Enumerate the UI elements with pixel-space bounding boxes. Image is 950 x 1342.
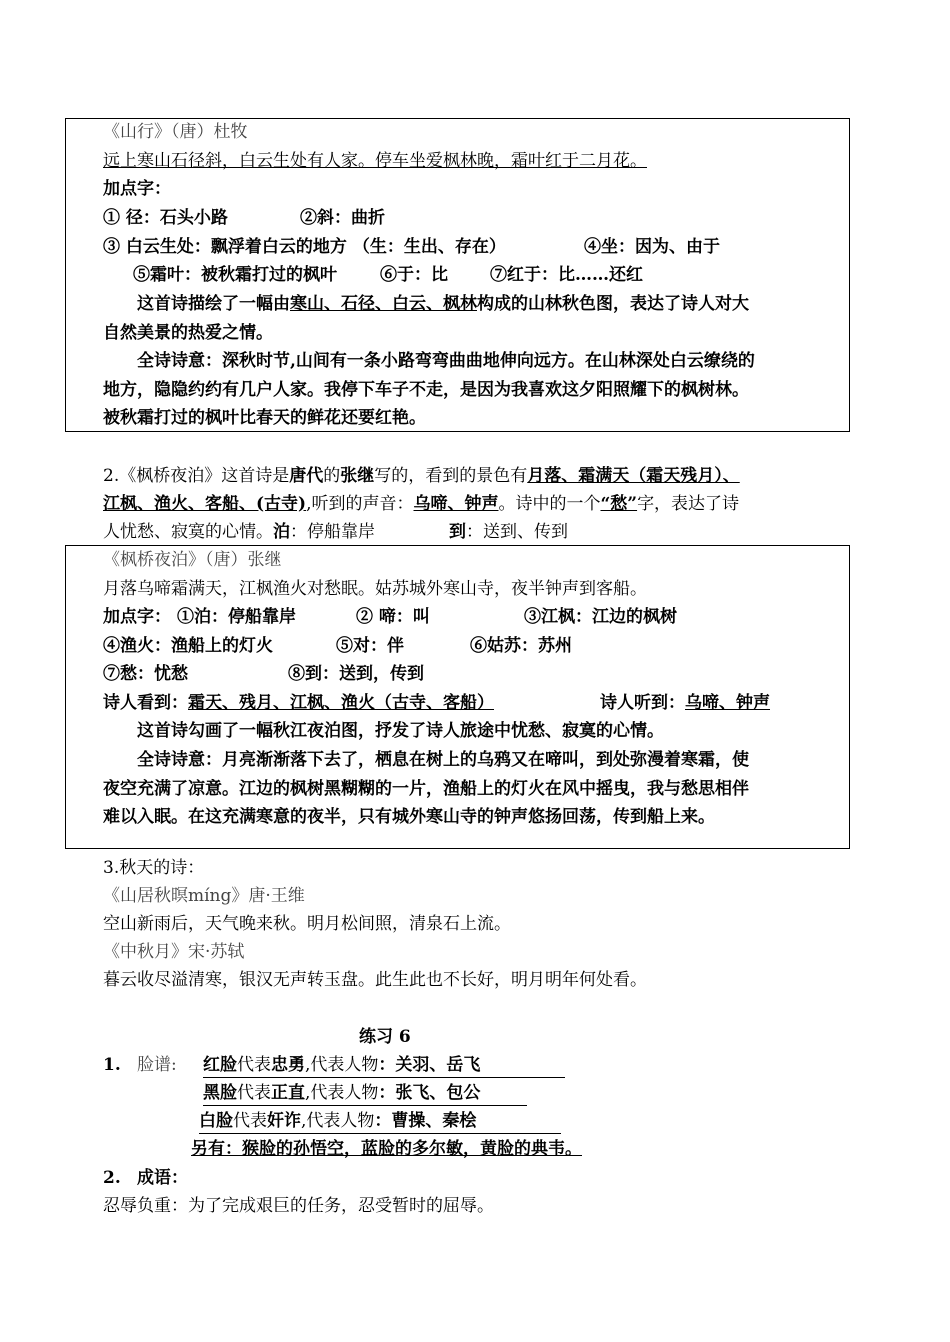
idiom-text: 忍辱负重：为了完成艰巨的任务，忍受暂时的屈辱。 [103,1196,494,1216]
face-row-white: 白脸代表奸诈,代表人物：曹操、秦桧 [199,1109,561,1134]
item2-line1: 2.《枫桥夜泊》这首诗是唐代的张继写的，看到的景色有月落、霜满天（霜天残月）、 [103,466,740,486]
poem-meaning: 难以入眠。在这充满寒意的夜半，只有城外寒山寺的钟声悠扬回荡，传到船上来。 [103,807,715,827]
poem-meaning: 被秋霜打过的枫叶比春天的鲜花还要红艳。 [103,408,426,428]
item2-line2: 江枫、渔火、客船、(古寺),听到的声音：乌啼、钟声。诗中的一个“愁”字，表达了诗 [103,494,740,514]
annotation-item: ⑦愁：忧愁 [103,664,188,684]
poem-description: 这首诗勾画了一幅秋江夜泊图，抒发了诗人旅途中忧愁、寂寞的心情。 [137,721,664,741]
poem-text: 月落乌啼霜满天，江枫渔火对愁眠。姑苏城外寒山寺，夜半钟声到客船。 [103,579,647,599]
item3-heading: 3.秋天的诗： [103,858,205,878]
poem-meaning: 地方，隐隐约约有几户人家。我停下车子不走，是因为我喜欢这夕阳照耀下的枫树林。 [103,380,749,400]
item2-line3: 人忧愁、寂寞的心情。泊：停船靠岸 [103,522,375,542]
annotation-item: ⑧到：送到，传到 [288,664,424,684]
poem-meaning: 全诗诗意：月亮渐渐落下去了，栖息在树上的乌鸦又在啼叫，到处弥漫着寒霜，使 [137,750,749,770]
annotation-item: ③ 白云生处：飘浮着白云的地方 （生：生出、存在） [103,237,506,257]
annotation-label: 加点字： [103,607,171,627]
annotation-item: ⑥于：比 [380,265,448,285]
annotation-item: ④坐：因为、由于 [584,237,720,257]
annotation-item: ⑥姑苏：苏州 [470,636,572,656]
poem-text: 空山新雨后，天气晚来秋。明月松间照，清泉石上流。 [103,914,511,934]
annotation-item: ②斜：曲折 [300,208,385,228]
poem-text: 暮云收尽溢清寒，银汉无声转玉盘。此生此也不长好，明月明年何处看。 [103,970,647,990]
poem-title: 《中秋月》宋·苏轼 [103,942,245,962]
item2-line3b: 到：送到、传到 [449,522,568,542]
poem-meaning: 全诗诗意：深秋时节,山间有一条小路弯弯曲曲地伸向远方。在山林深处白云缭绕的 [137,351,755,371]
annotation-item: ①泊：停船靠岸 [177,607,296,627]
annotation-item: ⑤对：伴 [336,636,404,656]
poet-hears: 诗人听到：乌啼、钟声 [600,693,770,713]
annotation-item: ⑦红于：比……还红 [490,265,643,285]
annotation-item: ④渔火：渔船上的灯火 [103,636,273,656]
face-row-red: 红脸代表忠勇,代表人物：关羽、岳飞 [203,1053,565,1078]
poem-meaning: 夜空充满了凉意。江边的枫树黑糊糊的一片，渔船上的灯火在风中摇曳，我与愁思相伴 [103,779,749,799]
annotation-item: ⑤霜叶：被秋霜打过的枫叶 [133,265,337,285]
annotation-item: ① 径：石头小路 [103,208,228,228]
list-number: 1. [103,1055,121,1075]
face-label: 脸谱: [137,1055,177,1075]
poem-description: 这首诗描绘了一幅由寒山、石径、白云、枫林构成的山林秋色图，表达了诗人对大 [137,294,749,314]
annotation-item: ② 啼：叫 [356,607,430,627]
poet-sees: 诗人看到：霜天、残月、江枫、渔火（古寺、客船） [103,693,494,713]
face-other: 另有：猴脸的孙悟空，蓝脸的多尔敏，黄脸的典韦。 [191,1139,582,1159]
face-row-black: 黑脸代表正直,代表人物：张飞、包公 [203,1081,527,1106]
idiom-label: 成语： [137,1168,188,1188]
poem-text: 远上寒山石径斜，白云生处有人家。停车坐爱枫林晚，霜叶红于二月花。 [103,151,647,171]
annotation-item: ③江枫：江边的枫树 [524,607,677,627]
annotation-label: 加点字： [103,179,171,199]
list-number: 2. [103,1168,121,1188]
poem-description: 自然美景的热爱之情。 [103,323,273,343]
poem-title: 《山行》（唐）杜牧 [103,122,248,142]
section-heading: 练习 6 [359,1027,411,1047]
poem-title: 《枫桥夜泊》（唐）张继 [103,550,282,570]
poem-title: 《山居秋暝míng》唐·王维 [103,886,305,906]
